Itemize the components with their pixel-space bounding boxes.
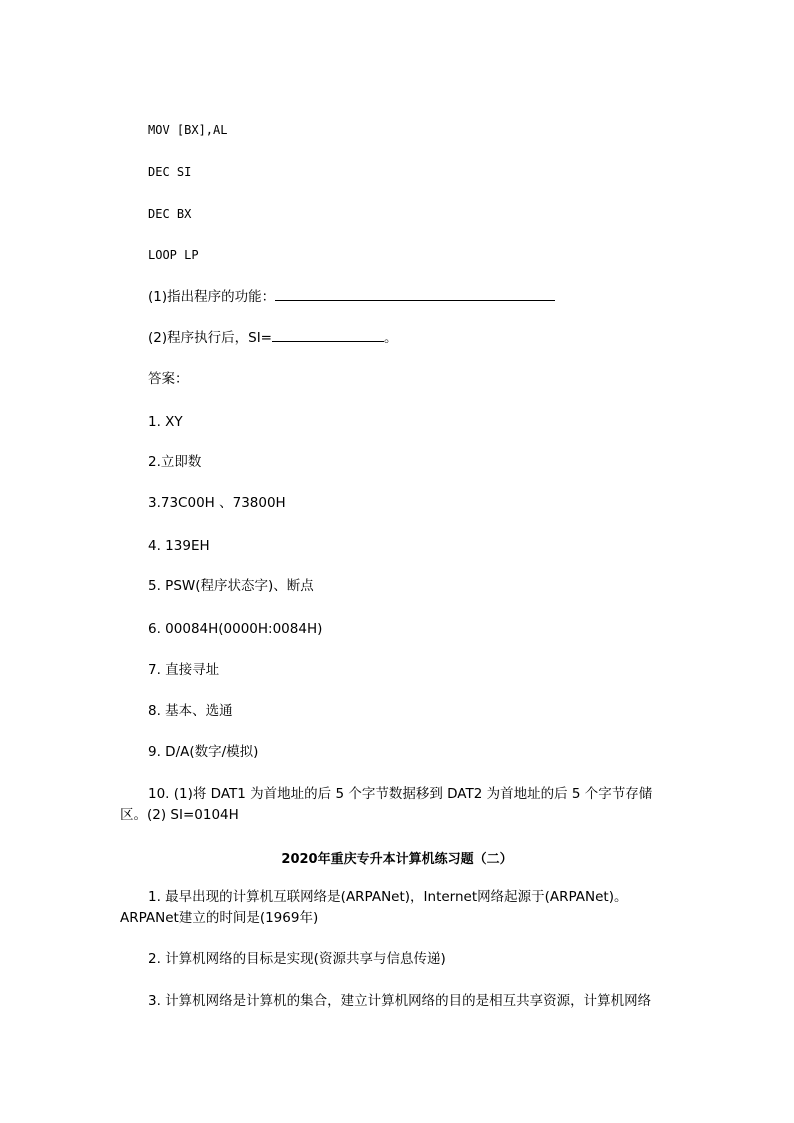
exercise-item-1 bbox=[120, 887, 680, 929]
exercise-item-3: 3. 计算机网络是计算机的集合，建立计算机网络的目的是相互共享资源，计算机网络 bbox=[148, 993, 652, 1009]
code-line-dec-si: DEC SI bbox=[148, 165, 192, 179]
answer-item: 7. 直接寻址 bbox=[148, 662, 220, 678]
answer-item: 1. XY bbox=[148, 414, 183, 430]
answer-10-line-1: 10. (1)将 DAT1 为首地址的后 5 个字节数据移到 DAT2 为首地址的后 5 个字节存储 bbox=[148, 786, 653, 802]
exercise-1-line-1: 1. 最早出现的计算机互联网络是(ARPANet)，Internet网络起源于(ARPANet)。 bbox=[148, 889, 628, 905]
question-2-end: 。 bbox=[384, 330, 398, 346]
answer-item: 6. 00084H(0000H:0084H) bbox=[148, 621, 323, 637]
answers-label: 答案： bbox=[148, 371, 189, 387]
question-2-text: (2)程序执行后，SI= bbox=[148, 330, 272, 346]
answer-item: 9. D/A(数字/模拟) bbox=[148, 744, 259, 760]
answer-item: 4. 139EH bbox=[148, 538, 210, 554]
question-2 bbox=[148, 328, 398, 347]
code-line-mov: MOV [BX],AL bbox=[148, 123, 228, 137]
answer-item: 3.73C00H 、73800H bbox=[148, 495, 286, 511]
code-line-loop: LOOP LP bbox=[148, 248, 199, 262]
question-1-text: (1)指出程序的功能： bbox=[148, 289, 276, 305]
answer-item-10 bbox=[120, 784, 680, 826]
answer-item: 2.立即数 bbox=[148, 454, 202, 470]
answer-blank-2[interactable] bbox=[272, 328, 384, 342]
exercise-item-2: 2. 计算机网络的目标是实现(资源共享与信息传递) bbox=[148, 951, 446, 967]
answer-item: 8. 基本、选通 bbox=[148, 703, 233, 719]
section-title: 2020年重庆专升本计算机练习题（二） bbox=[281, 852, 513, 867]
question-1 bbox=[148, 287, 555, 306]
code-line-dec-bx: DEC BX bbox=[148, 207, 192, 221]
answer-blank-1[interactable] bbox=[275, 287, 555, 301]
answer-item: 5. PSW(程序状态字)、断点 bbox=[148, 578, 314, 594]
answer-10-line-2: 区。(2) SI=0104H bbox=[120, 807, 239, 823]
exercise-1-line-2: ARPANet建立的时间是(1969年) bbox=[120, 910, 319, 926]
